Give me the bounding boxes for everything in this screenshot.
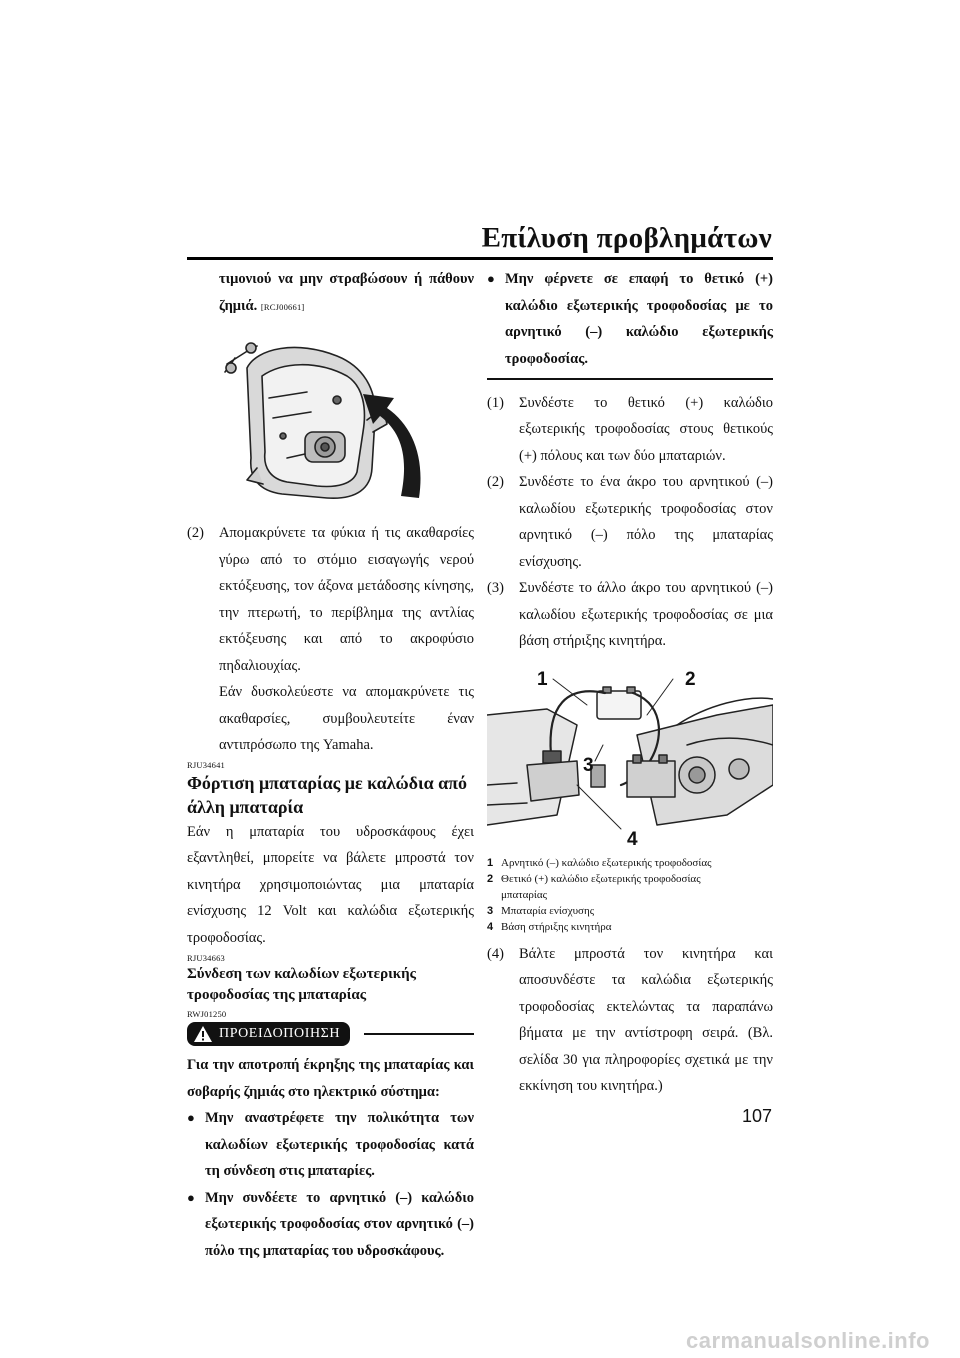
step-number: (1) — [487, 394, 504, 411]
caution-code: [RCJ00661] — [260, 301, 305, 312]
step-text: Συνδέστε το ένα άκρο του αρνητικού (–) καλωδίου εξωτερικής τροφοδοσίας στον αρνητικό (–) πόλο της μπαταρίας ενίσχυσης. — [519, 474, 773, 570]
legend-text: Βάση στήριξης κινητήρα — [501, 920, 612, 933]
warning-intro: Για την αποτροπή έκρηξης της μπαταρίας και σοβαρής ζημιάς στο ηλεκτρικό σύστημα: — [187, 1057, 474, 1100]
legend-number: 1 — [487, 856, 494, 869]
step-text: Απομακρύνετε τα φύκια ή τις ακαθαρσίες γύρω από το στόμιο εισαγωγής νερού εκτόξευσης, τον άξονα μετάδοσης κίνησης, την πτερωτή, το περίβλημα της αντλίας εκτόξευσης και από το ακροφύσιο πηδαλιουχίας. — [219, 525, 474, 674]
warning-rule — [364, 1033, 474, 1035]
legend-item — [487, 871, 773, 903]
warning-header — [187, 1022, 474, 1046]
legend-text: Αρνητικό (–) καλώδιο εξωτερικής τροφοδοσίας — [501, 856, 712, 869]
continuation-line-end — [219, 293, 474, 321]
header-rule — [187, 257, 773, 260]
page-number: 107 — [741, 1106, 772, 1126]
continuation-text: ζημιά. — [219, 297, 258, 314]
warning-bullet — [187, 1105, 474, 1185]
bullet-dot-icon: ● — [187, 1110, 195, 1125]
battery-jumper-illustration — [487, 665, 773, 849]
legend-number: 4 — [487, 920, 494, 933]
callout-1: 1 — [537, 668, 548, 690]
left-column — [187, 266, 474, 1264]
legend-number: 2 — [487, 872, 494, 885]
bullet-text: Μην συνδέετε το αρνητικό (–) καλώδιο εξωτερικής τροφοδοσίας στον αρνητικό (–) πόλο της μπαταρίας του υδροσκάφους. — [205, 1189, 474, 1259]
warning-triangle-icon — [193, 1025, 213, 1043]
warning-end-rule — [487, 378, 773, 380]
figure-legend — [487, 855, 773, 935]
step-text: Συνδέστε το άλλο άκρο του αρνητικού (–) καλωδίου εξωτερικής τροφοδοσίας σε μια βάση στήριξης κινητήρα. — [519, 580, 773, 649]
warning-continuation — [187, 266, 474, 320]
step-1 — [487, 390, 773, 470]
step-2 — [187, 520, 474, 759]
legend-item — [487, 855, 773, 871]
step-number: (2) — [187, 525, 204, 541]
warning-code: RWJ01250 — [187, 1009, 227, 1019]
subsection-code: RJU34663 — [187, 953, 225, 963]
section-code: RJU34641 — [187, 759, 225, 770]
legend-number: 3 — [487, 904, 494, 917]
step-4 — [487, 941, 773, 1100]
watermark: carmanualsonline.info — [686, 1328, 930, 1353]
step-number: (2) — [487, 474, 504, 490]
warning-bullet — [187, 1185, 474, 1265]
step-note: Εάν δυσκολεύεστε να απομακρύνετε τις ακαθαρσίες, συμβουλευτείτε έναν αντιπρόσωπο της Yamaha. — [219, 684, 474, 753]
bullet-dot-icon: ● — [487, 271, 495, 286]
warning-bullet — [487, 266, 773, 372]
legend-text: Μπαταρία ενίσχυσης — [501, 904, 595, 917]
section-body: Εάν η μπαταρία του υδροσκάφους έχει εξαντληθεί, μπορείτε να βάλετε μπροστά τον κινητήρα χρησιμοποιώντας μια μπαταρία ενίσχυσης 12 Volt και καλώδια εξωτερικής τροφοδοσίας. — [187, 823, 474, 946]
page-title: Επίλυση προβλημάτων — [481, 222, 772, 254]
warning-label: ΠΡΟΕΙΔΟΠΟΙΗΣΗ — [219, 1025, 341, 1041]
step-number: (3) — [487, 580, 504, 596]
subsection-heading: Σύνδεση των καλωδίων εξωτερικής τροφοδοσίας της μπαταρίας — [187, 966, 416, 1003]
step-3 — [487, 575, 773, 655]
bullet-dot-icon: ● — [187, 1189, 195, 1205]
bullet-text: Μην αναστρέφετε την πολικότητα των καλωδίων εξωτερικής τροφοδοσίας κατά τη σύνδεση στις μπαταρίες. — [205, 1110, 474, 1179]
right-column — [487, 266, 773, 1100]
warning-badge — [187, 1022, 350, 1046]
callout-3: 3 — [583, 754, 594, 776]
step-text: Συνδέστε το θετικό (+) καλώδιο εξωτερικής τροφοδοσίας στους θετικούς (+) πόλους και των δύο μπαταριών. — [519, 394, 773, 464]
bullet-text: Μην φέρνετε σε επαφή το θετικό (+) καλώδιο εξωτερικής τροφοδοσίας με το αρνητικό (–) καλώδιο εξωτερικής τροφοδοσίας. — [505, 271, 773, 367]
step-number: (4) — [487, 945, 504, 962]
section-heading: Φόρτιση μπαταρίας με καλώδια από άλλη μπαταρία — [187, 772, 468, 817]
jet-intake-illustration — [187, 328, 474, 510]
legend-item — [487, 919, 773, 935]
step-2 — [487, 469, 773, 575]
continuation-line: τιμονιού να μην στραβώσουν ή πάθουν — [219, 271, 474, 287]
legend-text: Θετικό (+) καλώδιο εξωτερικής τροφοδοσίας μπαταρίας — [501, 872, 701, 901]
callout-4: 4 — [627, 828, 638, 849]
step-text: Βάλτε μπροστά τον κινητήρα και αποσυνδέστε τα καλώδια εξωτερικής τροφοδοσίας εκτελώντας τα παραπάνω βήματα με την αντίστροφη σειρά. (Βλ. σελίδα 30 για πληροφορίες σχετικά με την εκκίνηση του κινητήρα.) — [519, 945, 773, 1094]
legend-item — [487, 903, 773, 919]
callout-2: 2 — [685, 668, 696, 690]
